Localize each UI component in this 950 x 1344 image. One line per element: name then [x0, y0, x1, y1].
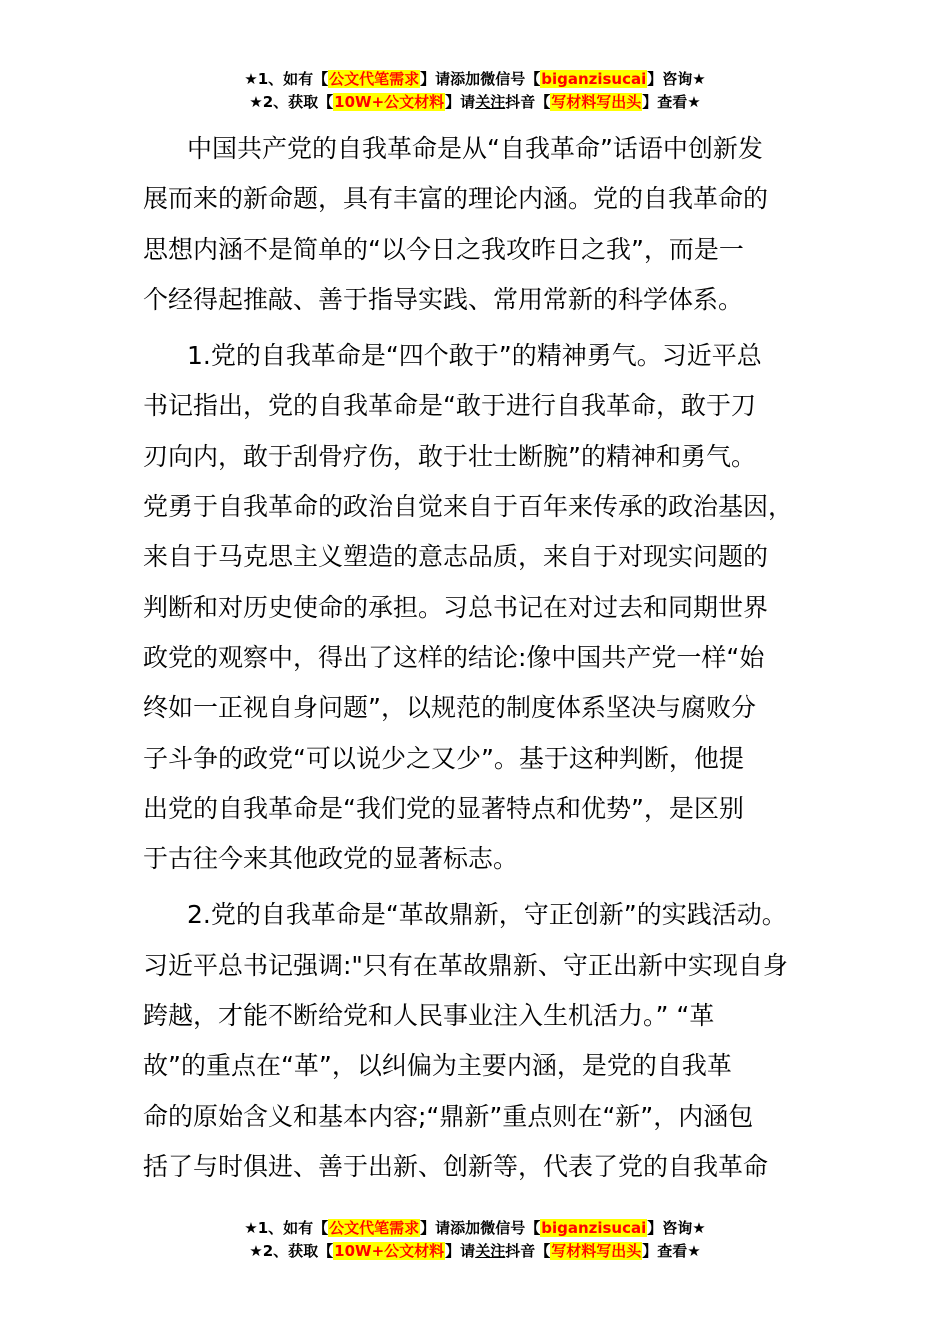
- follow-link: 关注: [475, 1242, 506, 1260]
- text-line: 判断和对历史使命的承担。习总书记在对过去和同期世界: [143, 592, 769, 622]
- highlight-writing-service: 公文代笔需求: [329, 1219, 420, 1237]
- document-body: [143, 124, 815, 1192]
- text-line: 政党的观察中，得出了这样的结论:像中国共产党一样“始: [143, 642, 765, 672]
- text-line: 括了与时俱进、善于出新、创新等，代表了党的自我革命: [143, 1151, 769, 1181]
- text-line: 1.党的自我革命是“四个敢于”的精神勇气。习近平总: [187, 341, 762, 371]
- text-line: 书记指出，党的自我革命是“敢于进行自我革命，敢于刀: [143, 391, 756, 421]
- highlight-wechat-id: biganzisucai: [541, 70, 647, 88]
- text-line: 跨越，才能不断给党和人民事业注入生机活力。” “革: [143, 1001, 715, 1031]
- highlight-wechat-id: biganzisucai: [541, 1219, 647, 1237]
- header-banner: [0, 68, 950, 114]
- star-icon: ★: [687, 93, 701, 111]
- follow-link: 关注: [475, 93, 506, 111]
- text-line: 出党的自我革命是“我们党的显著特点和优势”，是区别: [143, 793, 744, 823]
- text-line: 习近平总书记强调:"只有在革故鼎新、守正出新中实现自身: [143, 950, 788, 980]
- banner-line-1: ★1、如有【公文代笔需求】请添加微信号【biganzisucai】咨询★: [244, 70, 706, 88]
- text-line: 思想内涵不是简单的“以今日之我攻昨日之我”，而是一: [143, 234, 744, 264]
- text-line: 子斗争的政党“可以说少之又少”。基于这种判断，他提: [143, 743, 744, 773]
- highlight-materials: 10W+公文材料: [334, 1242, 445, 1260]
- banner-line-1: ★1、如有【公文代笔需求】请添加微信号【biganzisucai】咨询★: [244, 1219, 706, 1237]
- text-line: 来自于马克思主义塑造的意志品质，来自于对现实问题的: [143, 542, 769, 572]
- footer-banner: [0, 1217, 950, 1263]
- text-line: 刃向内，敢于刮骨疗伤，敢于壮士断腕”的精神和勇气。: [143, 441, 756, 471]
- text-line: 中国共产党的自我革命是从“自我革命”话语中创新发: [187, 134, 763, 163]
- highlight-materials: 10W+公文材料: [334, 93, 445, 111]
- text-line: 个经得起推敲、善于指导实践、常用常新的科学体系。: [143, 284, 744, 314]
- star-icon: ★: [249, 1242, 263, 1260]
- banner-line-2: ★2、获取【10W+公文材料】请关注抖音【写材料写出头】查看★: [249, 93, 701, 111]
- text-line: 2.党的自我革命是“革故鼎新，守正创新”的实践活动。: [187, 900, 787, 930]
- banner-line-2: ★2、获取【10W+公文材料】请关注抖音【写材料写出头】查看★: [249, 1242, 701, 1260]
- highlight-douyin-account: 写材料写出头: [551, 1242, 642, 1260]
- text-line: 于古往今来其他政党的显著标志。: [143, 844, 519, 874]
- star-icon: ★: [244, 70, 258, 88]
- star-icon: ★: [244, 1219, 258, 1237]
- text-line: 故”的重点在“革”，以纠偏为主要内涵，是党的自我革: [143, 1051, 732, 1081]
- highlight-writing-service: 公文代笔需求: [329, 70, 420, 88]
- text-line: 展而来的新命题，具有丰富的理论内涵。党的自我革命的: [143, 184, 769, 214]
- star-icon: ★: [687, 1242, 701, 1260]
- star-icon: ★: [249, 93, 263, 111]
- star-icon: ★: [692, 70, 706, 88]
- highlight-douyin-account: 写材料写出头: [551, 93, 642, 111]
- text-line: 党勇于自我革命的政治自觉来自于百年来传承的政治基因，: [143, 492, 794, 522]
- text-line: 命的原始含义和基本内容;“鼎新”重点则在“新”，内涵包: [143, 1101, 754, 1131]
- text-line: 终如一正视自身问题”，以规范的制度体系坚决与腐败分: [143, 693, 756, 723]
- star-icon: ★: [692, 1219, 706, 1237]
